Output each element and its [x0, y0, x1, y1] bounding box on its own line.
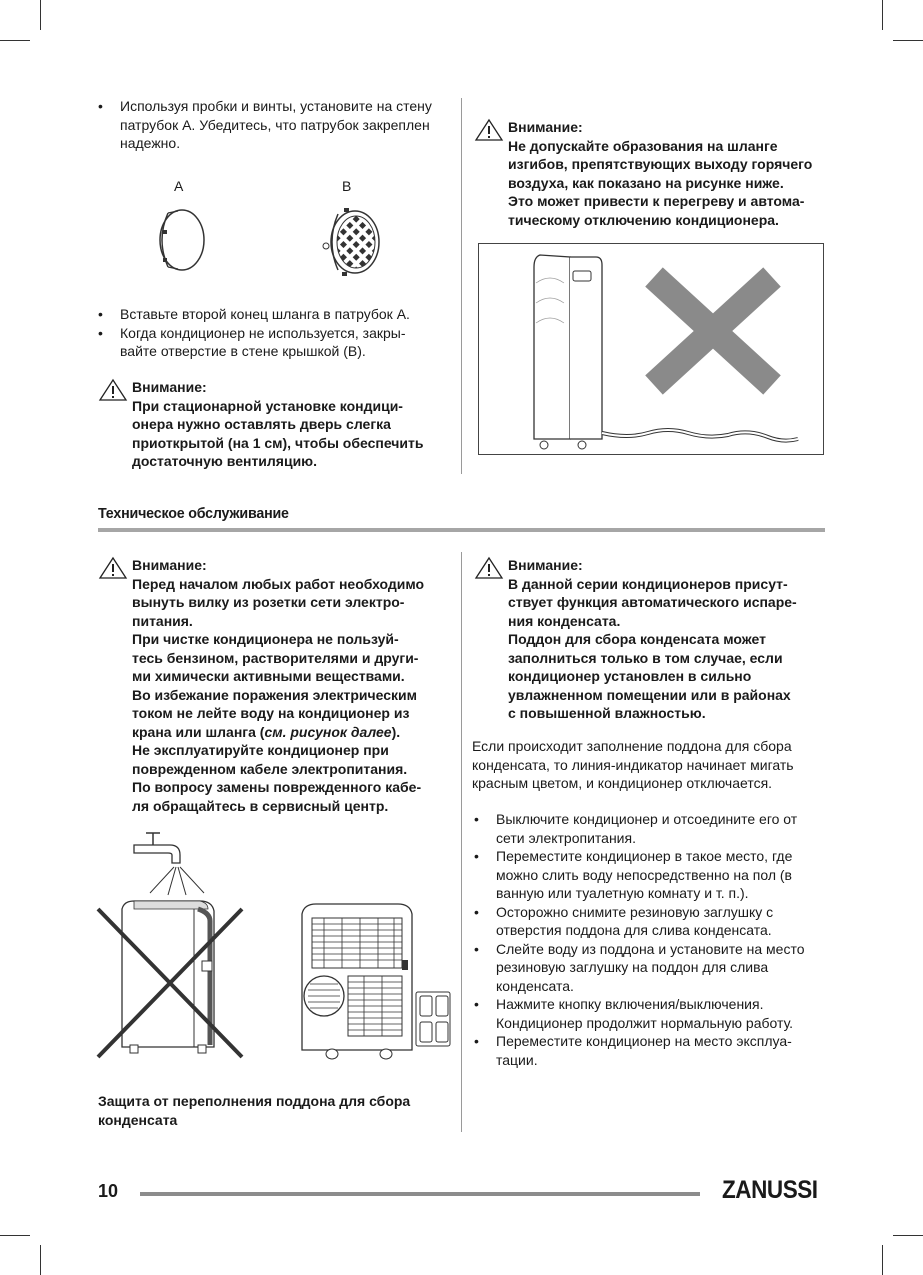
warning-triangle-icon: [474, 556, 504, 580]
warning-triangle-icon: [98, 378, 128, 402]
figure-reference: см. рисунок далее: [264, 723, 392, 740]
crop-mark: [893, 1235, 923, 1236]
list-item: • Слейте воду из поддона и установите на место резиновую заглушку на поддон для слива конденсата.: [472, 940, 806, 996]
bullet-item: [96, 97, 450, 153]
steps-list: [472, 810, 822, 1069]
warning-triangle-icon: [474, 118, 504, 142]
no-water-spray-illustration: [94, 825, 254, 1071]
list-item: • Переместите кондиционер в такое место, где можно слить воду непосредственно на пол (в ванную или туалетную комнату и т. п.).: [472, 847, 822, 903]
bullet-list: [96, 305, 446, 361]
figure-label-b: B: [342, 178, 352, 194]
crop-mark: [882, 0, 883, 30]
warning-title: Внимание:: [132, 557, 207, 573]
crop-mark: [40, 0, 41, 30]
figure-label-a: A: [174, 178, 184, 194]
warning-title: Внимание:: [508, 119, 583, 135]
warning-title: Внимание:: [132, 379, 207, 395]
list-item: • Осторожно снимите резиновую заглушку с отверстия поддона для слива конденсата.: [472, 903, 822, 940]
subsection-caption: Защита от переполнения поддона для сбора конденсата: [98, 1093, 411, 1128]
crop-mark: [0, 1235, 30, 1236]
crop-mark: [0, 40, 30, 41]
paragraph-intro: Если происходит заполнение поддона для сбора конденсата, то линия-индикатор начинает мигать красным цветом, и кондиционер отключается.: [472, 738, 794, 791]
section-divider: [98, 528, 825, 532]
brand-logo: ZANUSSI: [722, 1176, 818, 1204]
page-number: 10: [98, 1181, 119, 1201]
crop-mark: [40, 1245, 41, 1275]
crop-mark: [882, 1245, 883, 1275]
hose-bend-illustration: [478, 243, 824, 455]
condensate-tank-illustration: [294, 900, 464, 1066]
wall-pipe-a-illustration: [150, 200, 210, 280]
crop-mark: [893, 40, 923, 41]
warning-triangle-icon: [98, 556, 128, 580]
bullet-item: • Когда кондиционер не используется, закры-вайте отверстие в стене крышкой (B).: [96, 324, 420, 361]
bullet-text: Используя пробки и винты, установите на стену патрубок A. Убедитесь, что патрубок закреплен надежно.: [120, 98, 432, 151]
wall-cover-b-illustration: [318, 200, 388, 284]
list-item: • Выключите кондиционер и отсоедините его от сети электропитания.: [472, 810, 822, 847]
list-item: • Нажмите кнопку включения/выключения. Кондиционер продолжит нормальную работу.: [472, 995, 822, 1032]
warning-title: Внимание:: [508, 557, 583, 573]
section-title: Техническое обслуживание: [98, 505, 289, 522]
footer-rule: [140, 1192, 700, 1196]
list-item: • Переместите кондиционер на место эксплуа-тации.: [472, 1032, 822, 1069]
bullet-item: • Вставьте второй конец шланга в патрубок A.: [96, 305, 446, 324]
